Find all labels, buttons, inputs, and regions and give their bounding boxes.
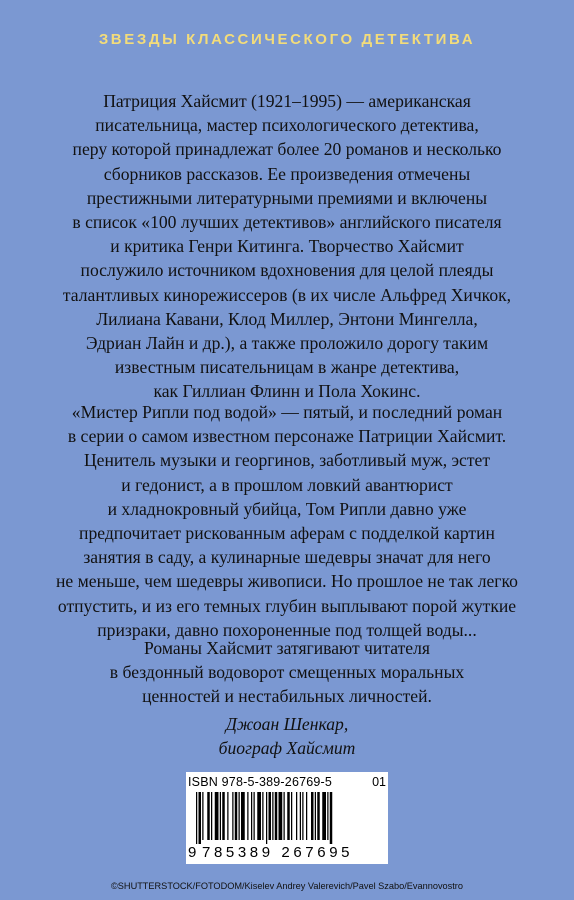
text-line: как Гиллиан Флинн и Пола Хокинс.	[153, 381, 421, 402]
text-line: послужило источником вдохновения для целой плеяды	[80, 260, 494, 281]
text-line: писательница, мастер психологического детектива,	[95, 115, 479, 136]
barcode-bar	[275, 792, 278, 840]
barcode-bars	[196, 792, 380, 844]
barcode-bar	[291, 792, 292, 840]
text-line: Лилиана Кавани, Клод Миллер, Энтони Мингелла,	[96, 308, 478, 329]
text-line: занятия в саду, а кулинарные шедевры значат для него	[83, 547, 491, 568]
text-line: Эдриан Лайн и др.), а также проложило дорогу таким	[85, 333, 489, 354]
barcode-bar	[220, 792, 221, 840]
text-line: предпочитает рискованным аферам с подделкой картин	[79, 523, 495, 544]
isbn-label-row	[186, 775, 388, 791]
text-line: не меньше, чем шедевры живописи. Но прошлое не так легко	[56, 571, 518, 592]
barcode-bar	[241, 792, 245, 840]
barcode-digit-groups: 785389 267695	[202, 844, 354, 861]
barcode-bar	[269, 792, 272, 840]
text-line: и гедонист, а в прошлом ловкий авантюрист	[121, 474, 453, 495]
attribution-name: Джоан Шенкар,	[225, 714, 349, 734]
barcode-bar	[272, 792, 273, 840]
barcode-bar	[315, 792, 316, 840]
barcode-bar	[251, 792, 252, 840]
barcode-bar	[330, 792, 333, 844]
barcode-bar	[227, 792, 228, 840]
series-title: ЗВЕЗДЫ КЛАССИЧЕСКОГО ДЕТЕКТИВА	[98, 31, 476, 48]
barcode-bar	[296, 792, 297, 840]
barcode-bar	[257, 792, 261, 840]
text-line: в серии о самом известном персонаже Патриции Хайсмит.	[67, 426, 507, 447]
text-line: Романы Хайсмит затягивают читателя	[144, 638, 430, 658]
barcode-bar	[284, 792, 285, 840]
barcode-bar	[222, 792, 225, 840]
text-line: призраки, давно похороненные под толщей воды...	[97, 619, 477, 640]
book-synopsis-paragraph	[40, 400, 534, 642]
barcode-bar	[232, 792, 233, 840]
attribution-role: биограф Хайсмит	[218, 738, 356, 758]
barcode-bar	[235, 792, 238, 840]
barcode-bar	[287, 792, 290, 840]
barcode-bar	[239, 792, 240, 840]
text-line: перу которой принадлежат более 20 романов и несколько	[72, 139, 502, 160]
text-line: отпустить, и из его темных глубин выплывают порой жуткие	[57, 595, 517, 616]
isbn-number: ISBN 978-5-389-26769-5	[188, 775, 333, 789]
barcode-bar	[300, 792, 301, 840]
text-line: в бездонный водоворот смещенных моральных	[109, 662, 465, 683]
barcode-bar	[266, 792, 267, 844]
barcode-bar	[215, 792, 219, 840]
barcode-bar	[327, 792, 328, 840]
text-line: в список «100 лучших детективов» английского писателя	[72, 212, 502, 233]
text-line: ценностей и нестабильных личностей.	[142, 686, 432, 707]
text-line: Патриция Хайсмит (1921–1995) — американская	[103, 91, 471, 111]
text-line: известным писательницам в жанре детектива,	[114, 357, 460, 378]
barcode-bar	[207, 792, 210, 840]
barcode-bar	[306, 792, 307, 840]
barcode-bar	[279, 792, 283, 840]
text-line: престижными литературными премиями и включены	[86, 187, 488, 208]
barcode-bar	[247, 792, 248, 840]
barcode-bar	[322, 792, 326, 840]
barcode-bar	[211, 792, 212, 840]
author-bio-paragraph	[40, 89, 534, 404]
isbn-addon: 01	[372, 775, 386, 789]
text-line: «Мистер Рипли под водой» — пятый, и последний роман	[71, 402, 503, 422]
barcode-bar	[199, 792, 202, 844]
text-line: сборников рассказов. Ее произведения отмечены	[103, 163, 471, 184]
text-line: и хладнокровный убийца, Том Рипли давно уже	[107, 498, 467, 519]
barcode-bar	[196, 792, 197, 844]
barcode-bar	[317, 792, 320, 840]
barcode-bar	[262, 792, 263, 840]
text-line: Ценитель музыки и георгинов, заботливый муж, эстет	[83, 450, 491, 471]
barcode-bar	[311, 792, 314, 840]
barcode-bar	[302, 792, 303, 840]
isbn-barcode	[186, 772, 388, 864]
barcode-bar	[254, 792, 255, 840]
barcode-bar	[202, 792, 203, 840]
photo-credits: ©SHUTTERSTOCK/FOTODOM/Kiselev Andrey Valerevich/Pavel Szabo/Evannovostro	[111, 881, 463, 891]
barcode-first-digit: 9	[188, 844, 200, 861]
text-line: и критика Генри Китинга. Творчество Хайсмит	[110, 236, 464, 257]
quote-attribution	[40, 712, 534, 760]
text-line: талантливых кинорежиссеров (в их числе Альфред Хичкок,	[62, 284, 512, 305]
review-quote	[40, 636, 534, 709]
